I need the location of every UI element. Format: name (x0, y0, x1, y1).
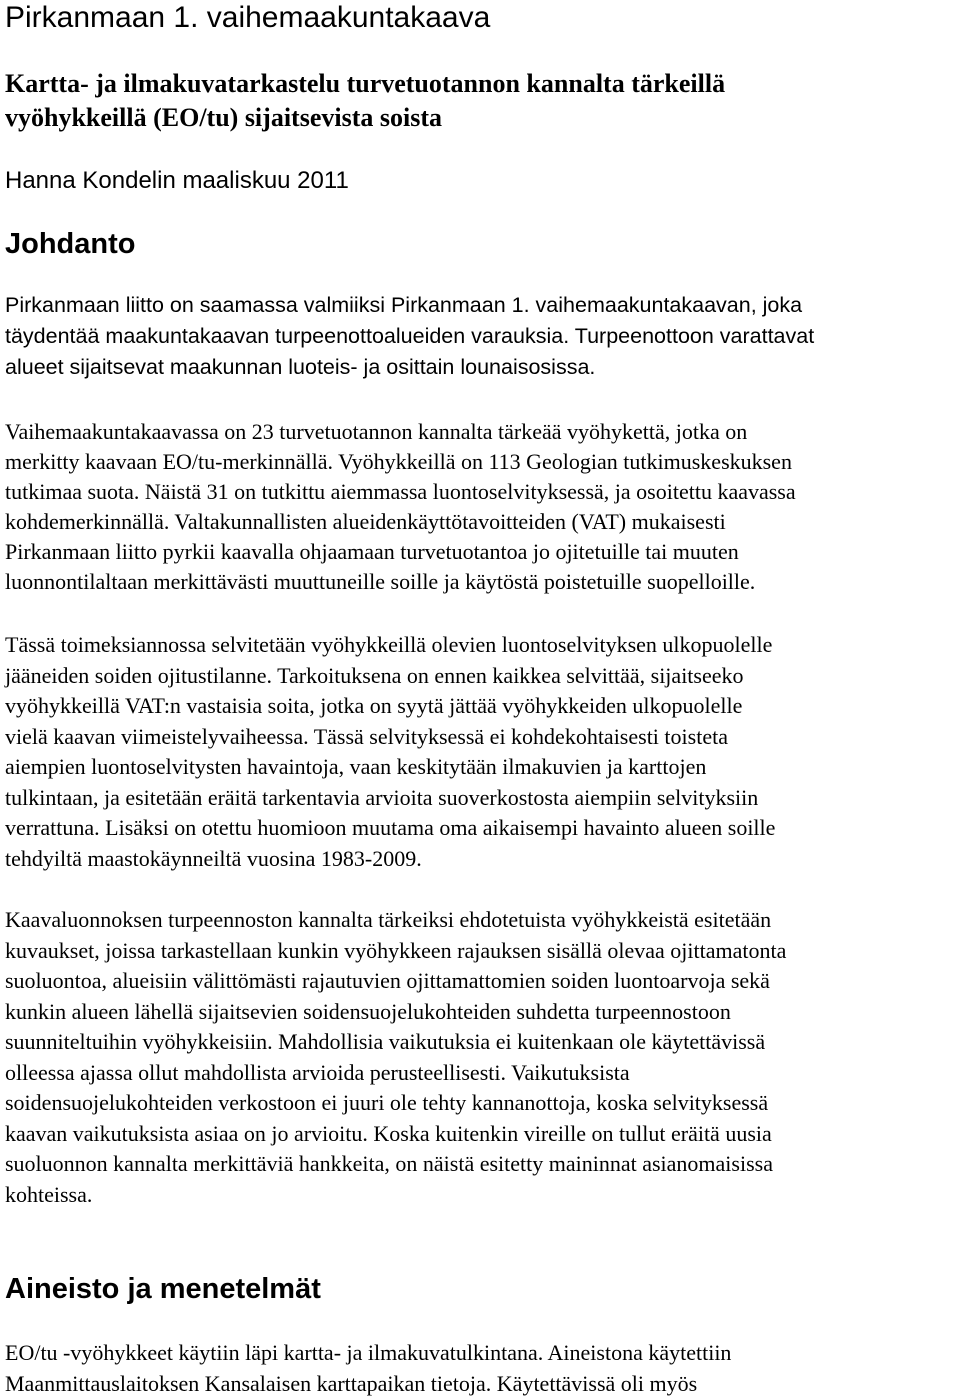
paragraph-line: soidensuojelukohteiden verkostoon ei juuri ole tehty kannanottoja, koska selvityksessä (5, 1090, 769, 1115)
paragraph-line: suoluonnon kannalta merkittäviä hankkeita, on näistä esitetty maininnat asianomaisissa (5, 1151, 773, 1176)
paragraph-line: verrattuna. Lisäksi on otettu huomioon muutama oma aikaisempi havainto alueen soille (5, 815, 776, 840)
paragraph-line: Kaavaluonnoksen turpeennoston kannalta tärkeiksi ehdotetuista vyöhykkeistä esitetään (5, 907, 772, 932)
paragraph-line: Pirkanmaan liitto pyrkii kaavalla ohjaamaan turvetuotantoa jo ojitetuille tai muuten (5, 539, 739, 564)
paragraph-line: suoluontoa, alueisiin välittömästi rajautuvien ojittamattomien soiden luontoarvoja sekä (5, 968, 770, 993)
paragraph-line: tulkintaan, ja esitetään eräitä tarkentavia arvioita suoverkostosta aiempiin selvityksiin (5, 785, 759, 810)
paragraph-line: jääneiden soiden ojitustilanne. Tarkoituksena on ennen kaikkea selvittää, sijaitseeko (5, 663, 744, 688)
author-date-line: Hanna Kondelin maaliskuu 2011 (5, 167, 349, 194)
paragraph-line: olleessa ajassa ollut mahdollista arvioida perusteellisesti. Vaikutuksista (5, 1060, 630, 1085)
paragraph-line: tutkimaa suota. Näistä 31 on tutkittu aiemmassa luontoselvityksessä, ja osoitettu kaavassa (5, 479, 796, 504)
paragraph-line: täydentää maakuntakaavan turpeenottoalueiden varauksia. Turpeenottoon varattavat (5, 324, 815, 348)
paragraph-line: vyöhykkeillä VAT:n vastaisia soita, jotka on syytä jättää vyöhykkeiden ulkopuolelle (5, 693, 743, 718)
paragraph-line: kohteissa. (5, 1182, 93, 1207)
paragraph-line: kuvaukset, joissa tarkastellaan kunkin vyöhykkeen rajauksen sisällä olevaa ojittamatonta (5, 938, 787, 963)
paragraph-line: suunniteltuihin vyöhykkeisiin. Mahdollisia vaikutuksia ei kuitenkaan ole käytettävissä (5, 1029, 766, 1054)
document-subtitle-line: vyöhykkeillä (EO/tu) sijaitsevista soista (5, 103, 442, 132)
paragraph-line: Maanmittauslaitoksen Kansalaisen karttapaikan tietoja. Käytettävissä oli myös (5, 1371, 698, 1396)
paragraph-line: alueet sijaitsevat maakunnan luoteis- ja osittain lounaisosissa. (5, 355, 596, 379)
paragraph-line: merkitty kaavaan EO/tu-merkinnällä. Vyöhykkeillä on 113 Geologian tutkimuskeskuksen (5, 449, 792, 474)
paragraph-line: aiempien luontoselvitysten havaintoja, vaan keskitytään ilmakuvien ja karttojen (5, 754, 707, 779)
document-subtitle-line: Kartta- ja ilmakuvatarkastelu turvetuotannon kannalta tärkeillä (5, 69, 726, 98)
paragraph-line: EO/tu -vyöhykkeet käytiin läpi kartta- ja ilmakuvatulkintana. Aineistona käytettiin (5, 1340, 732, 1365)
paragraph-line: tehdyiltä maastokäynneiltä vuosina 1983-2009. (5, 846, 422, 871)
paragraph-line: vielä kaavan viimeistelyvaiheessa. Tässä selvityksessä ei kohdekohtaisesti toisteta (5, 724, 728, 749)
section-heading-aineisto: Aineisto ja menetelmät (5, 1273, 321, 1305)
paragraph-line: kaavan vaikutuksista asiaa on jo arvioitu. Koska kuitenkin vireille on tullut eräitä uusia (5, 1121, 772, 1146)
paragraph-line: kohdemerkinnällä. Valtakunnallisten alueidenkäyttötavoitteiden (VAT) mukaisesti (5, 509, 726, 534)
paragraph-line: kunkin alueen lähellä sijaitsevien soidensuojelukohteiden suhdetta turpeennostoon (5, 999, 731, 1024)
document-title: Pirkanmaan 1. vaihemaakuntakaava (5, 1, 491, 34)
paragraph-line: luonnontilaltaan merkittävästi muuttuneille soille ja käytöstä poistetuille suopelloille. (5, 569, 756, 594)
paragraph-line: Tässä toimeksiannossa selvitetään vyöhykkeillä olevien luontoselvityksen ulkopuolelle (5, 632, 773, 657)
paragraph-line: Vaihemaakuntakaavassa on 23 turvetuotannon kannalta tärkeää vyöhykettä, jotka on (5, 419, 748, 444)
section-heading-johdanto: Johdanto (5, 228, 136, 260)
paragraph-line: Pirkanmaan liitto on saamassa valmiiksi Pirkanmaan 1. vaihemaakuntakaavan, joka (5, 293, 803, 317)
